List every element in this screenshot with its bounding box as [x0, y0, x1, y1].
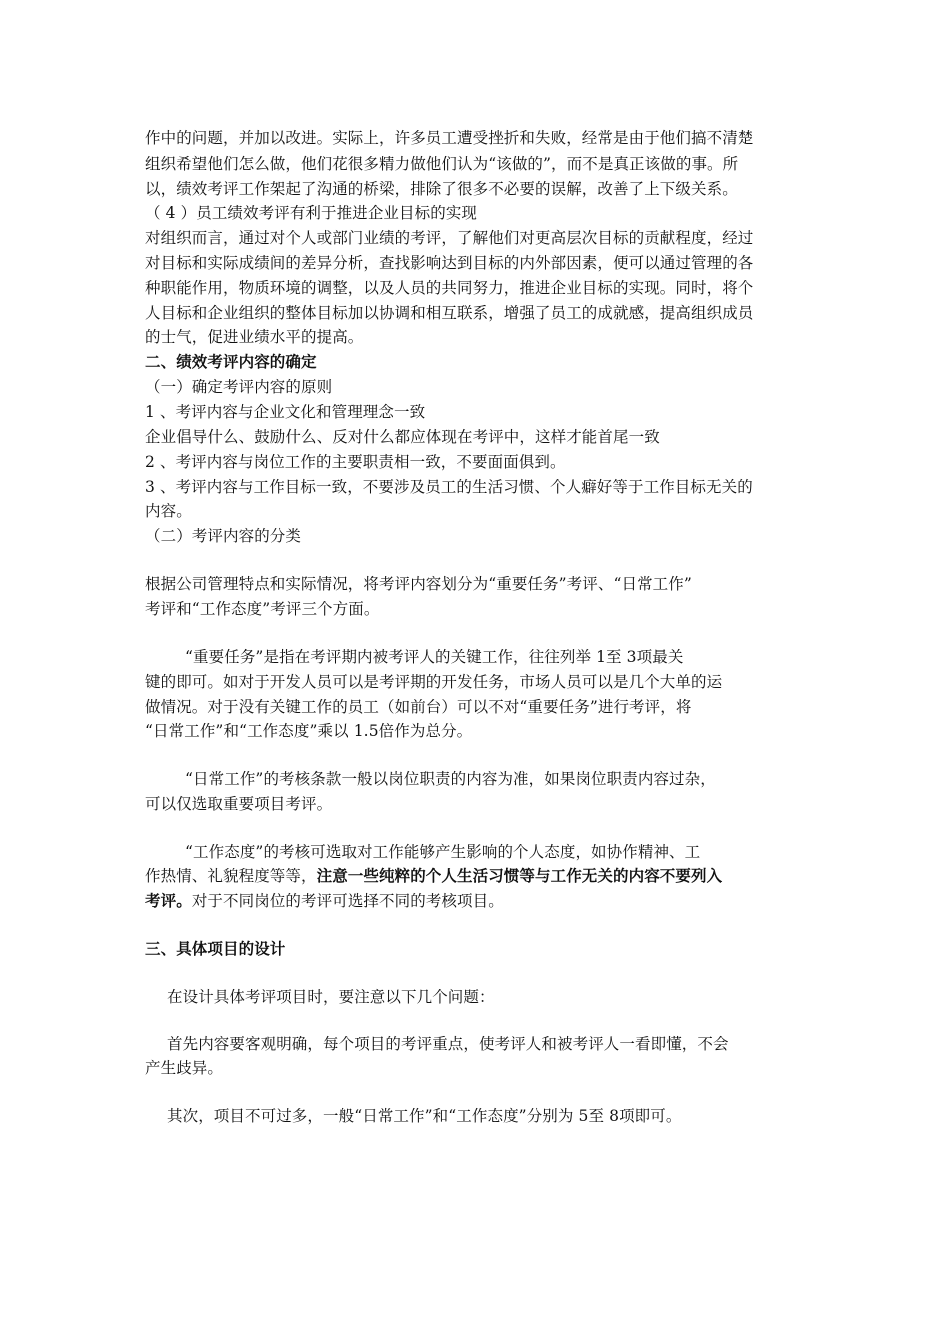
text-line: 作中的问题，并加以改进。实际上，许多员工遭受挫折和失败，经常是由于他们搞不清楚	[145, 129, 754, 147]
text-line	[145, 889, 504, 913]
text-line: 其次，项目不可过多，一般“日常工作”和“工作态度”分别为 5至 8项即可。	[167, 1107, 682, 1125]
text-line: “工作态度”的考核可选取对工作能够产生影响的个人态度，如协作精神、工	[185, 843, 701, 861]
section-heading: 三、具体项目的设计	[145, 939, 286, 958]
subheading: （ 4 ）员工绩效考评有利于推进企业目标的实现	[145, 204, 478, 222]
emphasis-text: 考评。	[145, 891, 192, 910]
text-line: 考评和“工作态度”考评三个方面。	[145, 600, 380, 618]
list-item: 2 、考评内容与岗位工作的主要职责相一致，不要面面俱到。	[145, 453, 566, 471]
text-line: 首先内容要客观明确，每个项目的考评重点，使考评人和被考评人一看即懂，不会	[167, 1035, 729, 1053]
text-line: 的士气，促进业绩水平的提高。	[145, 328, 364, 346]
text-line: 人目标和企业组织的整体目标加以协调和相互联系，增强了员工的成就感，提高组织成员	[145, 304, 754, 322]
plain-text: 对于不同岗位的考评可选择不同的考核项目。	[191, 892, 504, 910]
text-line: 在设计具体考评项目时，要注意以下几个问题：	[167, 988, 495, 1006]
text-line: “日常工作”和“工作态度”乘以 1.5倍作为总分。	[145, 722, 473, 740]
text-line: 企业倡导什么、鼓励什么、反对什么都应体现在考评中，这样才能首尾一致	[145, 428, 660, 446]
emphasis-text: 注意一些纯粹的个人生活习惯等与工作无关的内容不要列入	[316, 866, 723, 885]
text-line: 种职能作用，物质环境的调整，以及人员的共同努力，推进企业目标的实现。同时，将个	[145, 279, 754, 297]
text-line: 以，绩效考评工作架起了沟通的桥梁，排除了很多不必要的误解，改善了上下级关系。	[145, 180, 738, 198]
text-line: “重要任务”是指在考评期内被考评人的关键工作，往往列举 1至 3项最关	[185, 648, 684, 666]
subheading: （二）考评内容的分类	[145, 527, 302, 545]
list-item: 3 、考评内容与工作目标一致，不要涉及员工的生活习惯、个人癖好等于工作目标无关的	[145, 478, 753, 496]
plain-text: 作热情、礼貌程度等等，	[145, 867, 317, 885]
text-line: 组织希望他们怎么做，他们花很多精力做他们认为“该做的”，而不是真正该做的事。所	[145, 155, 739, 173]
text-line: 对组织而言，通过对个人或部门业绩的考评，了解他们对更高层次目标的贡献程度，经过	[145, 229, 754, 247]
list-item: 1 、考评内容与企业文化和管理理念一致	[145, 403, 426, 421]
text-line: “日常工作”的考核条款一般以岗位职责的内容为准，如果岗位职责内容过杂，	[185, 770, 716, 788]
text-line	[145, 864, 722, 888]
section-heading: 二、绩效考评内容的确定	[145, 352, 317, 371]
text-line: 对目标和实际成绩间的差异分析，查找影响达到目标的内外部因素，便可以通过管理的各	[145, 254, 754, 272]
text-line: 产生歧异。	[145, 1059, 224, 1077]
text-line: 键的即可。如对于开发人员可以是考评期的开发任务，市场人员可以是几个大单的运	[145, 673, 723, 691]
text-line: 可以仅选取重要项目考评。	[145, 795, 333, 813]
subheading: （一）确定考评内容的原则	[145, 378, 333, 396]
text-line: 做情况。对于没有关键工作的员工（如前台）可以不对“重要任务”进行考评，将	[145, 698, 692, 716]
text-line: 内容。	[145, 502, 192, 520]
text-line: 根据公司管理特点和实际情况，将考评内容划分为“重要任务”考评、“日常工作”	[145, 575, 692, 593]
